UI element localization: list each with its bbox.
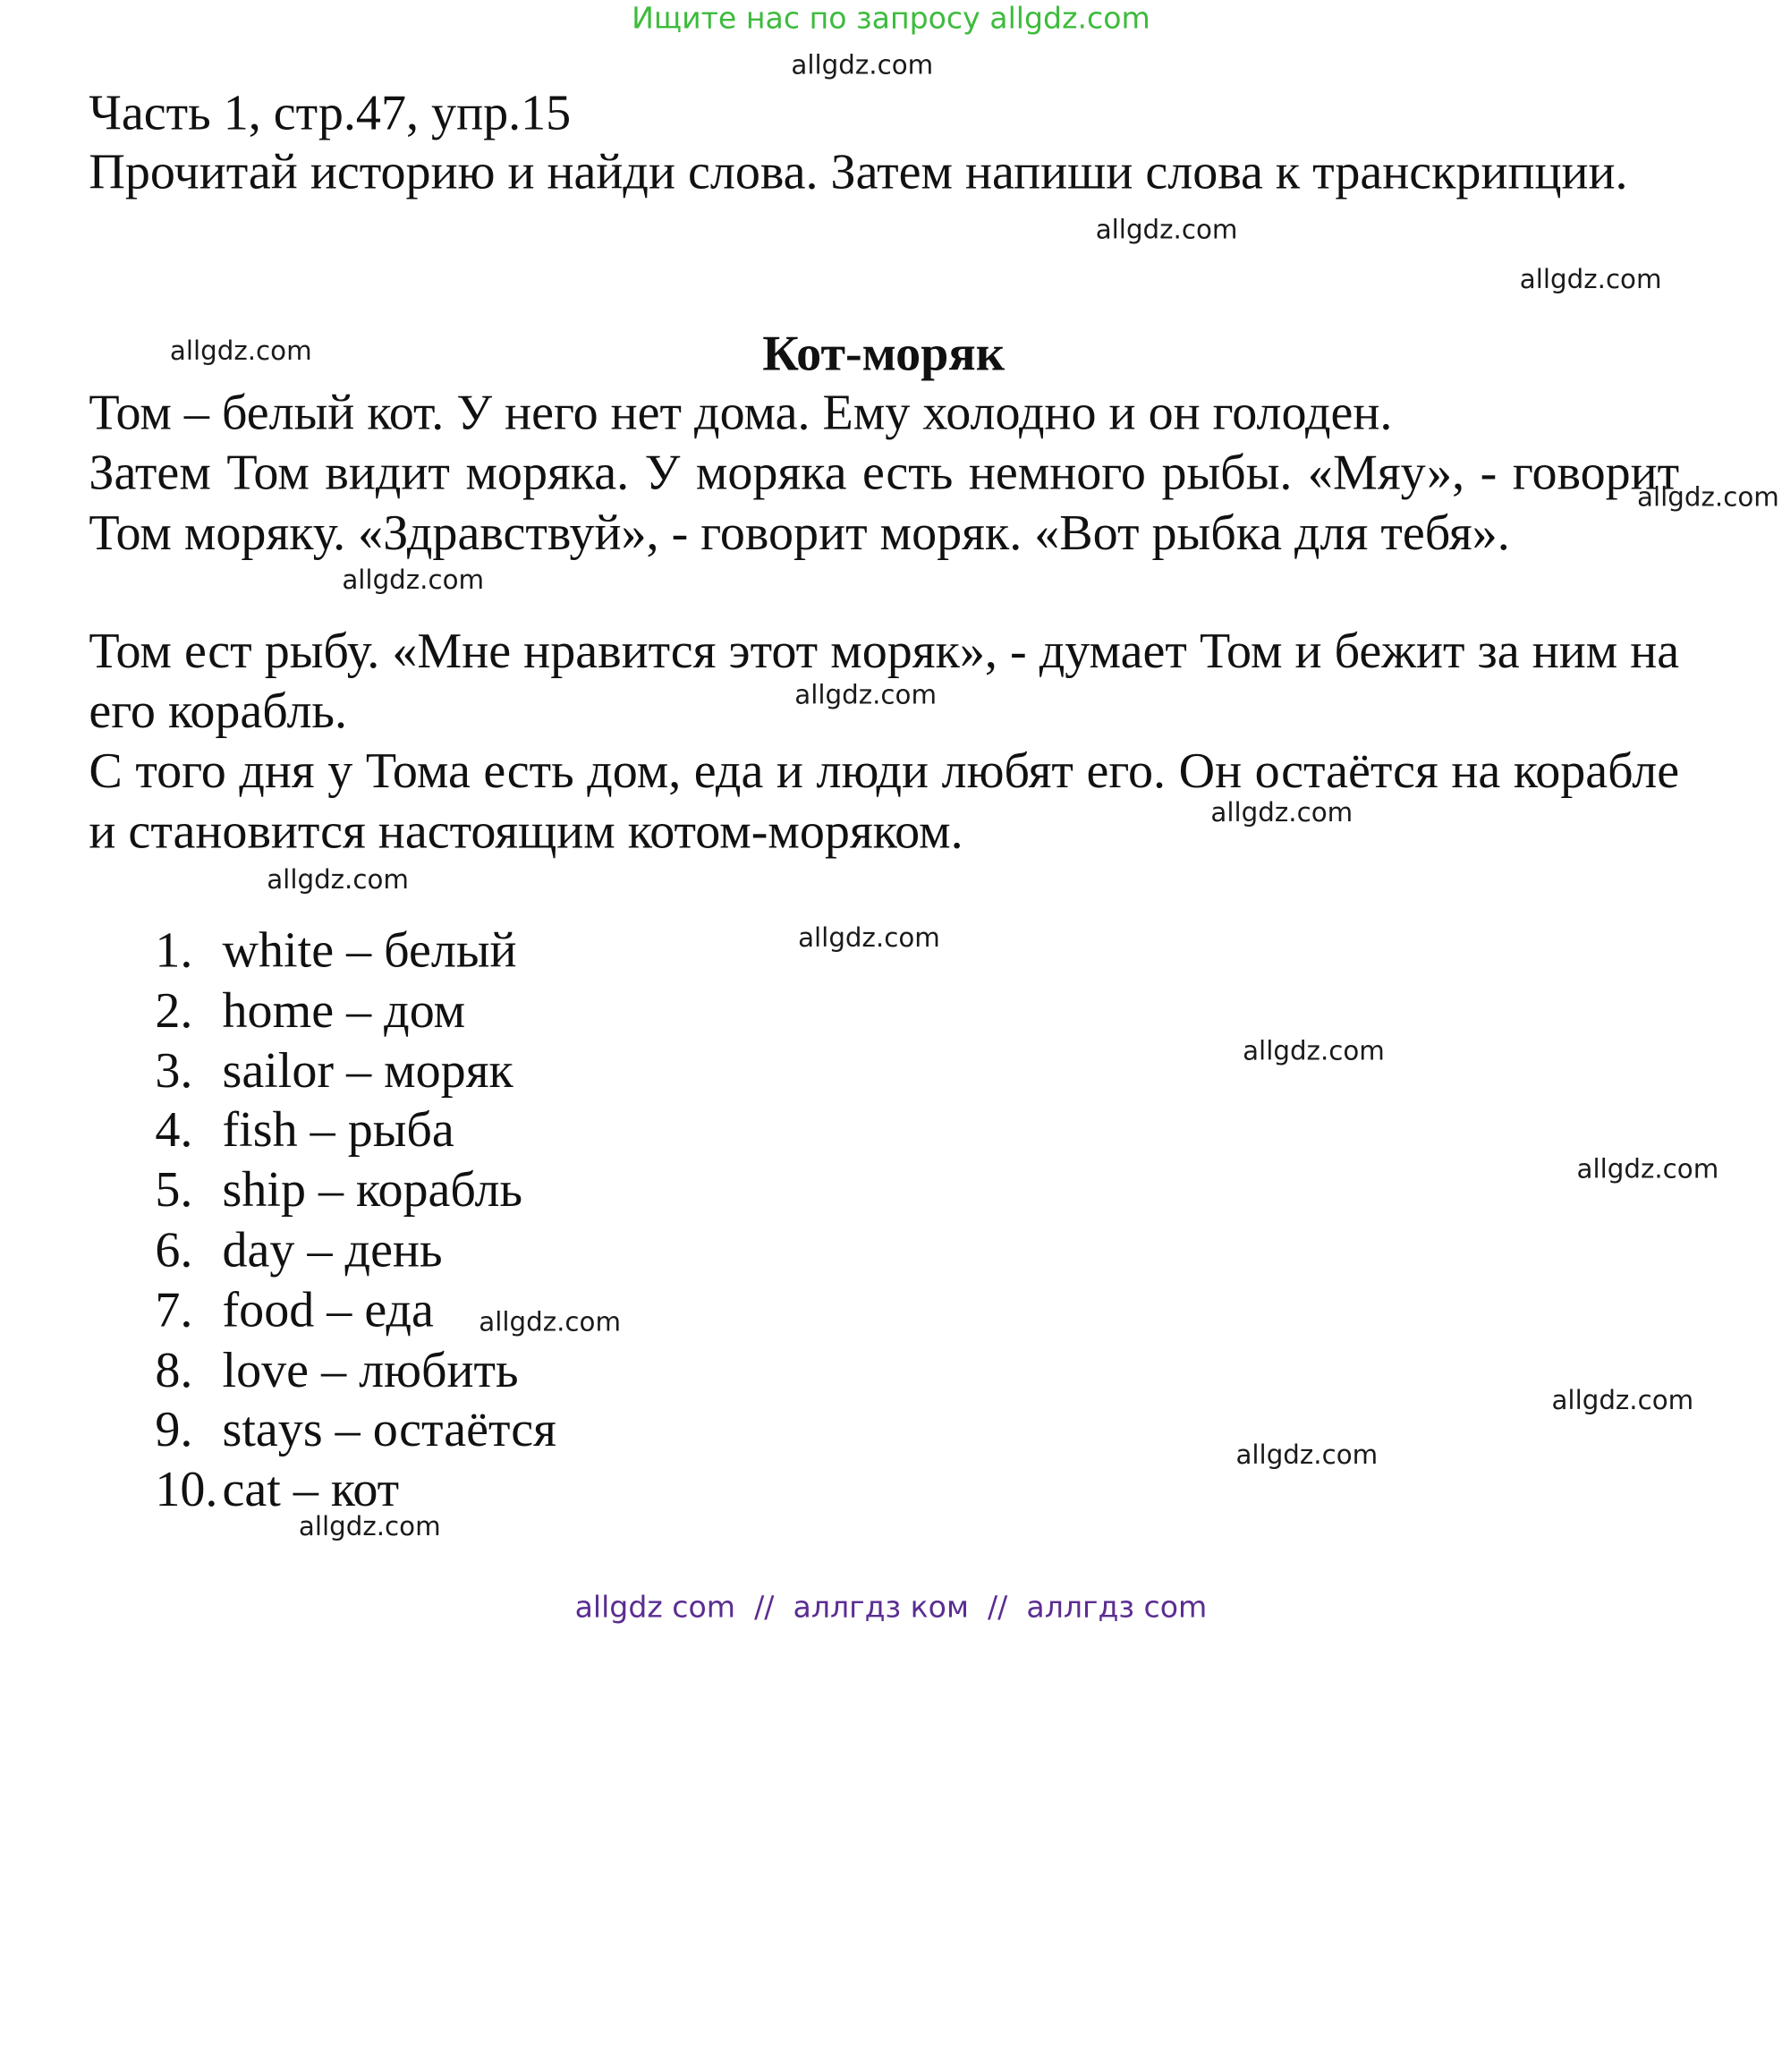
list-item-number: 8.: [155, 1341, 193, 1398]
list-item-number: 6.: [155, 1221, 193, 1278]
list-item-text: sailor – моряк: [222, 1042, 513, 1099]
watermark: allgdz.com: [791, 51, 934, 81]
list-item-text: cat – кот: [222, 1461, 400, 1517]
story-paragraph-4: С того дня у Тома есть дом, еда и люди любят его. Он остаётся на корабле и становится настоящим котом-моряком.: [89, 743, 1680, 859]
footer-links[interactable]: allgdz com // аллгдз ком // аллгдз com: [574, 1591, 1208, 1626]
list-item-number: 4.: [155, 1102, 193, 1159]
story-paragraph-3: Том ест рыбу. «Мне нравится этот моряк», - думает Том и бежит за ним на его корабль.: [89, 623, 1680, 739]
list-item-text: love – любить: [222, 1341, 519, 1398]
list-item: [155, 1221, 556, 1281]
watermark: allgdz.com: [479, 1308, 622, 1338]
watermark: allgdz.com: [798, 923, 940, 954]
exercise-heading: Часть 1, стр.47, упр.15: [89, 85, 572, 141]
list-item-number: 7.: [155, 1281, 193, 1338]
story-title: Кот-моряк: [762, 326, 1006, 382]
list-item-text: ship – корабль: [222, 1161, 523, 1219]
story-paragraph-1: Том – белый кот. У него нет дома. Ему холодно и он голоден.: [89, 384, 1393, 441]
list-item-text: fish – рыба: [222, 1102, 454, 1159]
vocabulary-list: [155, 921, 556, 1521]
list-item: [155, 1101, 556, 1161]
list-item: [155, 1341, 556, 1401]
list-item-text: food – еда: [222, 1281, 434, 1338]
watermark: allgdz.com: [1637, 483, 1779, 514]
story-paragraph-2: Затем Том видит моряка. У моряка есть немного рыбы. «Мяу», - говорит Том моряку. «Здравствуй», - говорит моряк. «Вот рыбка для тебя».: [89, 445, 1680, 560]
list-item-number: 2.: [155, 982, 193, 1039]
watermark: allgdz.com: [298, 1512, 441, 1542]
list-item: [155, 1161, 556, 1221]
list-item-number: 5.: [155, 1161, 193, 1219]
watermark: allgdz.com: [1210, 798, 1353, 828]
list-item-number: 9.: [155, 1401, 193, 1457]
exercise-instruction: Прочитай историю и найди слова. Затем напиши слова к транскрипции.: [89, 144, 1628, 200]
list-item-number: 10.: [155, 1461, 218, 1517]
search-banner[interactable]: Ищите нас по запросу allgdz.com: [632, 2, 1150, 37]
list-item: [155, 1041, 556, 1101]
list-item-number: 1.: [155, 922, 193, 979]
list-item-text: home – дом: [222, 982, 466, 1039]
watermark: allgdz.com: [342, 565, 485, 596]
watermark: allgdz.com: [794, 680, 938, 710]
watermark: allgdz.com: [1551, 1386, 1694, 1416]
watermark: allgdz.com: [1519, 265, 1662, 295]
watermark: allgdz.com: [1576, 1155, 1719, 1185]
watermark: allgdz.com: [169, 336, 312, 367]
list-item-text: day – день: [222, 1221, 443, 1278]
list-item: [155, 981, 556, 1041]
list-item-number: 3.: [155, 1042, 193, 1099]
list-item: [155, 921, 556, 981]
watermark: allgdz.com: [1235, 1440, 1379, 1471]
list-item-text: stays – остаётся: [222, 1401, 556, 1457]
watermark: allgdz.com: [267, 865, 409, 896]
list-item: [155, 1401, 556, 1461]
watermark: allgdz.com: [1095, 215, 1238, 245]
list-item-text: white – белый: [222, 922, 517, 979]
watermark: allgdz.com: [1243, 1037, 1385, 1067]
